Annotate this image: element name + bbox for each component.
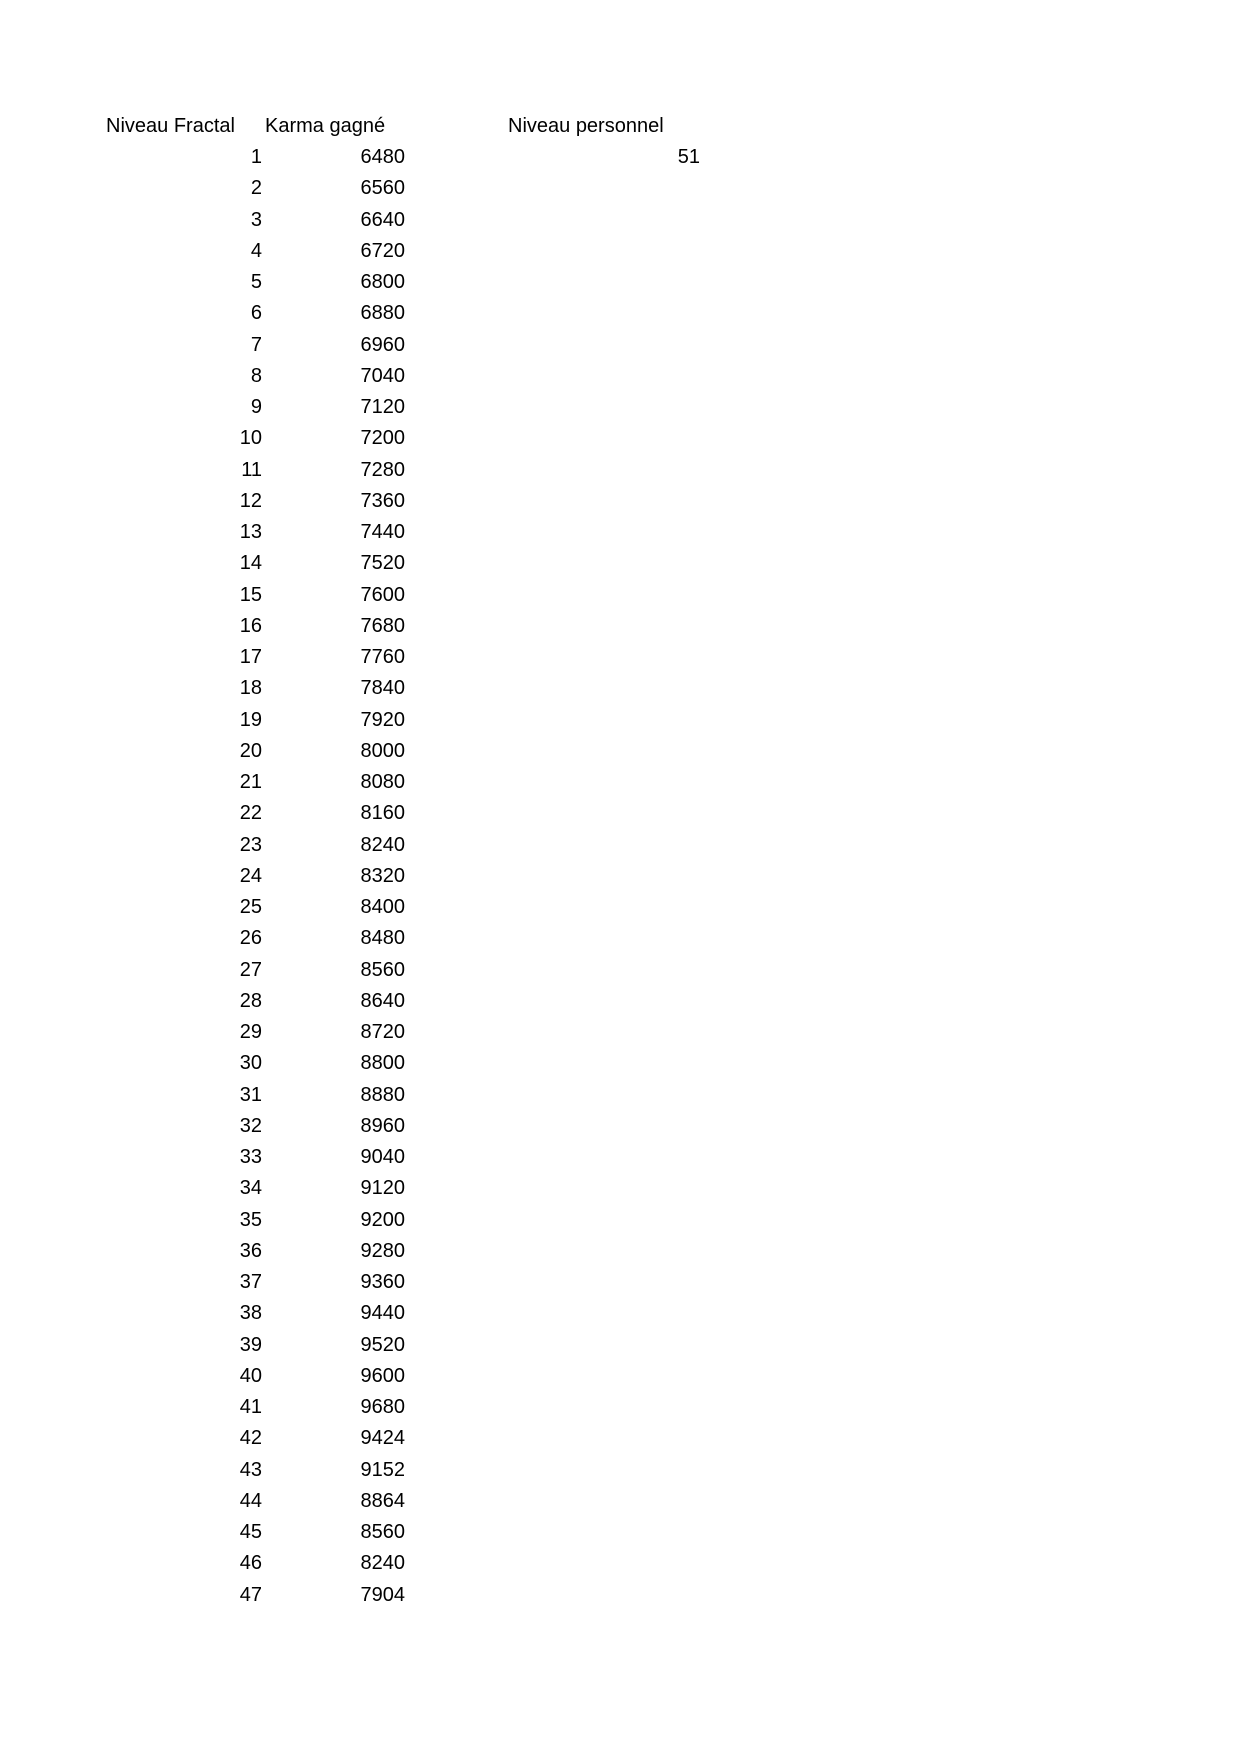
cell-karma-gagne: 6720	[360, 239, 405, 262]
cell-niveau-fractal: 24	[239, 864, 262, 887]
niveau-personnel-value: 51	[677, 146, 700, 168]
table-row	[0, 645, 500, 676]
cell-karma-gagne: 7280	[360, 458, 405, 481]
cell-niveau-fractal: 44	[239, 1489, 262, 1512]
table-row	[0, 801, 500, 832]
cell-karma-gagne: 7520	[360, 552, 405, 575]
table-row	[0, 1083, 500, 1114]
cell-karma-gagne: 8160	[360, 802, 405, 825]
cell-karma-gagne: 9040	[360, 1146, 405, 1168]
cell-niveau-fractal: 12	[239, 489, 262, 512]
cell-karma-gagne: 9280	[360, 1239, 405, 1262]
cell-karma-gagne: 8960	[360, 1114, 405, 1137]
table-row	[0, 770, 500, 801]
cell-karma-gagne: 9520	[360, 1333, 405, 1356]
cell-karma-gagne: 9680	[360, 1396, 405, 1418]
table-row	[0, 1426, 500, 1457]
table-row	[0, 426, 500, 457]
cell-karma-gagne: 7840	[360, 677, 405, 700]
table-row	[0, 708, 500, 739]
cell-niveau-fractal: 33	[239, 1146, 262, 1168]
table-row	[0, 270, 500, 301]
table-row	[0, 395, 500, 426]
cell-niveau-fractal: 28	[239, 989, 262, 1012]
cell-niveau-fractal: 29	[239, 1021, 262, 1043]
table-row	[0, 1114, 500, 1145]
cell-niveau-fractal: 9	[250, 396, 262, 418]
cell-niveau-fractal: 22	[239, 802, 262, 825]
cell-karma-gagne: 8080	[360, 771, 405, 793]
cell-karma-gagne: 6880	[360, 302, 405, 325]
cell-niveau-fractal: 45	[239, 1521, 262, 1543]
cell-niveau-fractal: 25	[239, 896, 262, 918]
cell-karma-gagne: 8240	[360, 1552, 405, 1575]
table-row	[0, 583, 500, 614]
cell-niveau-fractal: 2	[250, 177, 262, 200]
table-row	[0, 208, 500, 239]
cell-karma-gagne: 6480	[360, 146, 405, 168]
cell-niveau-fractal: 37	[239, 1271, 262, 1293]
cell-niveau-fractal: 47	[239, 1583, 262, 1606]
cell-karma-gagne: 8000	[360, 739, 405, 762]
cell-niveau-fractal: 15	[239, 583, 262, 606]
cell-niveau-fractal: 23	[239, 833, 262, 856]
cell-niveau-fractal: 21	[239, 771, 262, 793]
header-karma-gagne: Karma gagné	[265, 115, 386, 137]
table-row	[0, 176, 500, 207]
cell-karma-gagne: 7920	[360, 708, 405, 731]
cell-niveau-fractal: 42	[239, 1427, 262, 1450]
cell-karma-gagne: 8480	[360, 927, 405, 950]
table-row	[0, 1208, 500, 1239]
table-row	[0, 1333, 500, 1364]
cell-karma-gagne: 8240	[360, 833, 405, 856]
cell-niveau-fractal: 31	[239, 1083, 262, 1106]
cell-niveau-fractal: 7	[250, 333, 262, 356]
table-row	[0, 1489, 500, 1520]
cell-niveau-fractal: 46	[239, 1552, 262, 1575]
table-row	[0, 1551, 500, 1582]
cell-niveau-fractal: 4	[250, 239, 262, 262]
cell-karma-gagne: 7120	[360, 396, 405, 418]
cell-karma-gagne: 9424	[360, 1427, 405, 1450]
cell-karma-gagne: 7360	[360, 489, 405, 512]
cell-niveau-fractal: 6	[250, 302, 262, 325]
table-row	[0, 1270, 500, 1301]
table-row	[0, 989, 500, 1020]
cell-karma-gagne: 6800	[360, 271, 405, 293]
cell-niveau-fractal: 43	[239, 1458, 262, 1481]
table-row	[0, 739, 500, 770]
cell-karma-gagne: 8864	[360, 1489, 405, 1512]
cell-karma-gagne: 6640	[360, 208, 405, 231]
table-row	[0, 958, 500, 989]
cell-karma-gagne: 9120	[360, 1177, 405, 1200]
header-niveau-personnel: Niveau personnel	[508, 115, 664, 137]
cell-niveau-fractal: 20	[239, 739, 262, 762]
cell-niveau-fractal: 39	[239, 1333, 262, 1356]
cell-niveau-fractal: 36	[239, 1239, 262, 1262]
table-row	[0, 145, 500, 176]
table-row	[0, 1520, 500, 1551]
cell-niveau-fractal: 41	[239, 1396, 262, 1418]
table-row	[0, 895, 500, 926]
data-table	[0, 145, 500, 1614]
cell-karma-gagne: 7040	[360, 364, 405, 387]
table-row	[0, 614, 500, 645]
cell-karma-gagne: 7680	[360, 614, 405, 637]
cell-niveau-fractal: 35	[239, 1208, 262, 1231]
cell-niveau-fractal: 8	[250, 364, 262, 387]
cell-niveau-fractal: 18	[239, 677, 262, 700]
cell-karma-gagne: 8640	[360, 989, 405, 1012]
cell-karma-gagne: 7200	[360, 427, 405, 450]
header-niveau-fractal: Niveau Fractal	[106, 115, 235, 137]
table-row	[0, 489, 500, 520]
cell-karma-gagne: 8320	[360, 864, 405, 887]
cell-karma-gagne: 7760	[360, 646, 405, 668]
cell-niveau-fractal: 3	[250, 208, 262, 231]
table-row	[0, 1364, 500, 1395]
cell-karma-gagne: 8400	[360, 896, 405, 918]
table-row	[0, 1458, 500, 1489]
table-row	[0, 364, 500, 395]
cell-niveau-fractal: 14	[239, 552, 262, 575]
cell-niveau-fractal: 19	[239, 708, 262, 731]
cell-niveau-fractal: 26	[239, 927, 262, 950]
table-row	[0, 1395, 500, 1426]
table-row	[0, 1301, 500, 1332]
cell-karma-gagne: 6960	[360, 333, 405, 356]
cell-karma-gagne: 9360	[360, 1271, 405, 1293]
table-row	[0, 1020, 500, 1051]
cell-karma-gagne: 6560	[360, 177, 405, 200]
cell-niveau-fractal: 32	[239, 1114, 262, 1137]
cell-karma-gagne: 8720	[360, 1021, 405, 1043]
cell-karma-gagne: 8560	[360, 958, 405, 981]
cell-karma-gagne: 8880	[360, 1083, 405, 1106]
cell-niveau-fractal: 16	[239, 614, 262, 637]
cell-karma-gagne: 8560	[360, 1521, 405, 1543]
table-row	[0, 1239, 500, 1270]
cell-karma-gagne: 9152	[360, 1458, 405, 1481]
table-row	[0, 864, 500, 895]
cell-niveau-fractal: 27	[239, 958, 262, 981]
cell-niveau-fractal: 38	[239, 1302, 262, 1325]
table-row	[0, 333, 500, 364]
cell-niveau-fractal: 11	[241, 458, 262, 481]
cell-karma-gagne: 8800	[360, 1052, 405, 1075]
table-row	[0, 239, 500, 270]
cell-karma-gagne: 7600	[360, 583, 405, 606]
cell-niveau-fractal: 10	[239, 427, 262, 450]
cell-karma-gagne: 9200	[360, 1208, 405, 1231]
table-row	[0, 520, 500, 551]
table-row	[0, 676, 500, 707]
table-row	[0, 1583, 500, 1614]
cell-niveau-fractal: 13	[239, 521, 262, 543]
table-row	[0, 551, 500, 582]
cell-niveau-fractal: 30	[239, 1052, 262, 1075]
table-row	[0, 926, 500, 957]
table-row	[0, 1176, 500, 1207]
cell-karma-gagne: 7904	[360, 1583, 405, 1606]
cell-niveau-fractal: 1	[250, 146, 262, 168]
table-row	[0, 458, 500, 489]
cell-karma-gagne: 9600	[360, 1364, 405, 1387]
table-row	[0, 1051, 500, 1082]
cell-niveau-fractal: 40	[239, 1364, 262, 1387]
cell-karma-gagne: 9440	[360, 1302, 405, 1325]
cell-niveau-fractal: 34	[239, 1177, 262, 1200]
cell-karma-gagne: 7440	[360, 521, 405, 543]
table-row	[0, 1145, 500, 1176]
cell-niveau-fractal: 5	[250, 271, 262, 293]
table-row	[0, 301, 500, 332]
table-row	[0, 833, 500, 864]
cell-niveau-fractal: 17	[239, 646, 262, 668]
